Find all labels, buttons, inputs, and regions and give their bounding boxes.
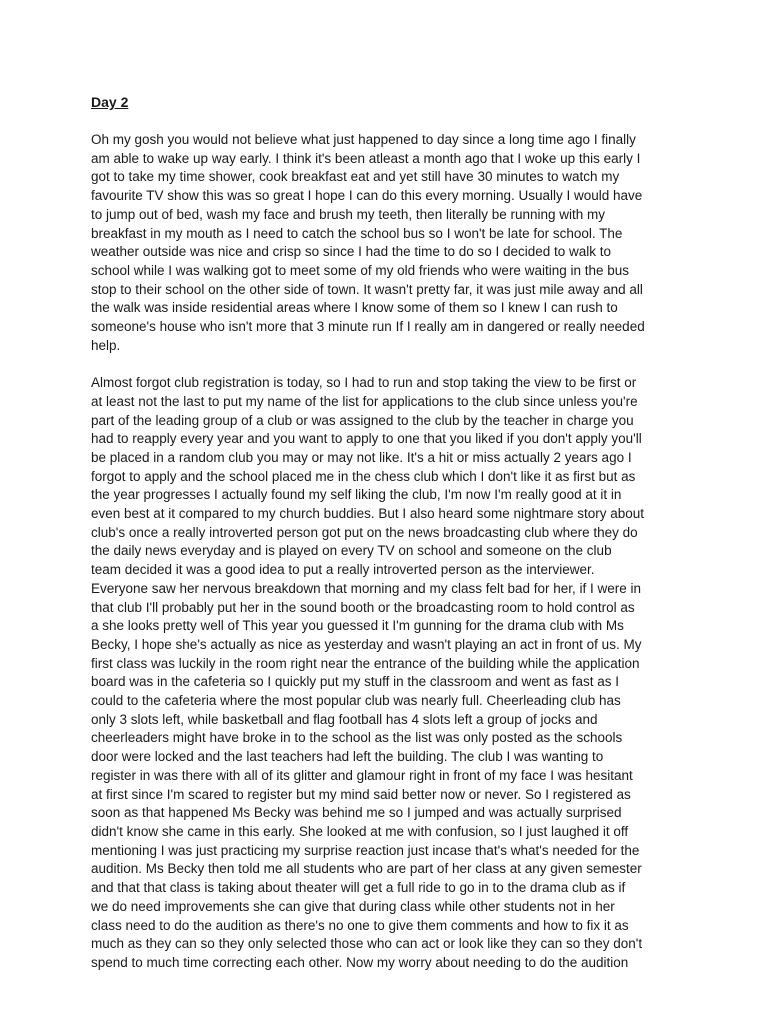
text-line: the walk was inside residential areas where I know some of them so I knew I can rush to: [91, 300, 618, 316]
text-line: a she looks pretty well of This year you guessed it I'm gunning for the drama club with Ms: [91, 618, 624, 634]
text-line: favourite TV show this was so great I hope I can do this every morning. Usually I would have: [91, 188, 643, 204]
paragraph: [91, 374, 663, 973]
text-line: club's once a really introverted person got put on the news broadcasting club where they do: [91, 524, 638, 540]
text-line: we do need improvements she can give that during class while other students not in her: [91, 898, 615, 914]
text-line: at least not the last to put my name of the list for applications to the club since unless you're: [91, 393, 638, 409]
text-line: class need to do the audition as there's no one to give them comments and how to fix it as: [91, 917, 629, 933]
text-line: to jump out of bed, wash my face and brush my teeth, then literally be running with my: [91, 206, 606, 222]
text-line: had to reapply every year and you want to apply to one that you liked if you don't apply you'll: [91, 431, 642, 447]
text-line: the daily news everyday and is played on every TV on school and someone on the club: [91, 543, 612, 559]
text-line: am able to wake up way early. I think it's been atleast a month ago that I woke up this early I: [91, 150, 641, 166]
text-line: team decided it was a good idea to put a really introverted person as the interviewer.: [91, 562, 595, 578]
text-line: stop to their school on the other side of town. It wasn't pretty far, it was just mile away and all: [91, 281, 643, 297]
document-page: [91, 92, 663, 991]
text-line: only 3 slots left, while basketball and flag football has 4 slots left a group of jocks and: [91, 711, 598, 727]
text-line: cheerleaders might have broke in to the school as the list was only posted as the schools: [91, 730, 623, 746]
text-line: at first since I'm scared to register but my mind said better now or never. So I registered as: [91, 786, 631, 802]
text-line: part of the leading group of a club or was assigned to the club by the teacher in charge you: [91, 412, 634, 428]
text-line: the year progresses I actually found my self liking the club, I'm now I'm really good at it in: [91, 487, 622, 503]
text-line: Almost forgot club registration is today, so I had to run and stop taking the view to be first or: [91, 375, 637, 391]
paragraph: [91, 131, 663, 355]
text-line: school while I was walking got to meet some of my old friends who were waiting in the bus: [91, 262, 630, 278]
text-line: that club I'll probably put her in the sound booth or the broadcasting room to hold control as: [91, 599, 635, 615]
text-line: Everyone saw her nervous breakdown that morning and my class felt bad for her, if I were in: [91, 580, 642, 596]
text-line: and that that class is taking about theater will get a full ride to go in to the drama club as if: [91, 880, 626, 896]
document-body: [91, 131, 663, 973]
text-line: board was in the cafeteria so I quickly put my stuff in the classroom and went as fast as I: [91, 674, 620, 690]
text-line: spend to much time correcting each other. Now my worry about needing to do the audition: [91, 954, 629, 970]
text-line: breakfast in my mouth as I need to catch the school bus so I won't be late for school. The: [91, 225, 623, 241]
document-heading: Day 2: [91, 94, 129, 110]
text-line: mentioning I was just practicing my surprise reaction just incase that's what's needed for the: [91, 842, 640, 858]
text-line: soon as that happened Ms Becky was behind me so I jumped and was actually surprised: [91, 805, 622, 821]
text-line: could to the cafeteria where the most popular club was nearly full. Cheerleading club has: [91, 693, 621, 709]
text-line: forgot to apply and the school placed me in the chess club which I don't like it as first but as: [91, 468, 636, 484]
text-line: first class was luckily in the room right near the entrance of the building while the application: [91, 655, 640, 671]
text-line: got to take my time shower, cook breakfast eat and yet still have 30 minutes to watch my: [91, 169, 620, 185]
text-line: be placed in a random club you may or may not like. It's a hit or miss actually 2 years ago I: [91, 449, 632, 465]
text-line: door were locked and the last teachers had left the building. The club I was wanting to: [91, 749, 604, 765]
text-line: register in was there with all of its glitter and glamour right in front of my face I was hesitant: [91, 767, 633, 783]
text-line: Becky, I hope she's actually as nice as yesterday and wasn't playing an act in front of us. My: [91, 636, 642, 652]
text-line: audition. Ms Becky then told me all students who are part of her class at any given semester: [91, 861, 642, 877]
text-line: even best at it compared to my church buddies. But I also heard some nightmare story about: [91, 506, 645, 522]
text-line: Oh my gosh you would not believe what just happened to day since a long time ago I finally: [91, 132, 636, 147]
text-line: didn't know she came in this early. She looked at me with confusion, so I just laughed it off: [91, 824, 629, 839]
text-line: help.: [91, 337, 121, 353]
text-line: much as they can so they only selected those who can act or look like they can so they don't: [91, 936, 643, 952]
text-line: weather outside was nice and crisp so since I had the time to do so I decided to walk to: [91, 244, 612, 260]
text-line: someone's house who isn't more that 3 minute run If I really am in dangered or really needed: [91, 319, 645, 335]
